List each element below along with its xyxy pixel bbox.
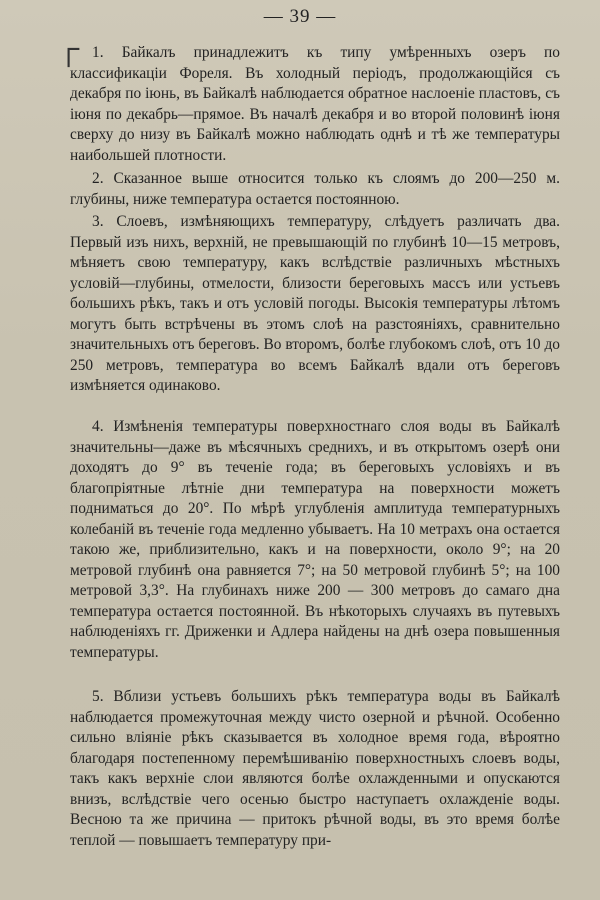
paragraph-5: 5. Вблизи устьевъ большихъ рѣкъ температура воды въ Байкалѣ наблюдается промежуточная между чисто озерной и рѣчной. Особенно сильно вліяніе рѣкъ сказывается въ холодное время года, вѣроятно благодаря постепенному перемѣшиванію поверхностныхъ слоевъ воды, такъ какъ верхніе слои являются болѣе охлажденными и опускаются внизъ, вслѣдствіе чего осенью быстро наступаетъ охлажденіе воды. Весною та же причина — притокъ рѣчной воды, въ это время болѣе теплой — повышаетъ температуру при- [70, 688, 560, 849]
paragraph-2: 2. Сказанное выше относится только къ слоямъ до 200—250 м. глубины, ниже температура остается постоянною. [70, 170, 560, 208]
paragraph-3: 3. Слоевъ, измѣняющихъ температуру, слѣдуетъ различать два. Первый изъ нихъ, верхній, не превышающій по глубинѣ 10—15 метровъ, мѣняетъ свою температуру, какъ вслѣдствіе различныхъ мѣстныхъ условій—глубины, отмелости, близости береговыхъ массъ или устьевъ большихъ рѣкъ, такъ и отъ условій погоды. Высокія температуры лѣтомъ могутъ быть встрѣчены въ этомъ слоѣ на разстояніяхъ, сравнительно значительныхъ отъ береговъ. Во второмъ, болѣе глубокомъ слоѣ, отъ 10 до 250 метровъ, температура во всемъ Байкалѣ вдали отъ береговъ измѣняется одинаково. [70, 213, 560, 394]
page-number: — 39 — [263, 6, 337, 27]
bracket-mark-icon: ┌ [58, 32, 80, 65]
paragraph-1: 1. Байкалъ принадлежитъ къ типу умѣренныхъ озеръ по классификаціи Фореля. Въ холодный періодъ, продолжающійся съ декабря по іюнь, въ Байкалѣ наблюдается обратное наслоеніе пластовъ, съ іюня по декабрь—прямое. Въ началѣ декабря и во второй половинѣ іюня сверху до низу въ Байкалѣ можно наблюдать однѣ и тѣ же температуры наибольшей плотности. [70, 44, 560, 164]
paragraph-4: 4. Измѣненія температуры поверхностнаго слоя воды въ Байкалѣ значительны—даже въ мѣсячныхъ среднихъ, и въ открытомъ озерѣ они доходятъ до 9° въ теченіе года; въ береговыхъ условіяхъ и въ благопріятные лѣтніе дни температура на поверхности можетъ подниматься до 20°. По мѣрѣ углубленія амплитуда температурныхъ колебаній въ теченіе года медленно убываетъ. На 10 метрахъ она остается такою же, приблизительно, какъ и на поверхности, около 9°; на 20 метровой глубинѣ она равняется 7°; на 50 метровой глубинѣ 5°; на 100 метровой 3,3°. На глубинахъ ниже 200 — 300 метровъ до самаго дна температура остается постоянной. Въ нѣкоторыхъ случаяхъ въ путевыхъ наблюденіяхъ гг. Дриженки и Адлера найдены на днѣ озера повышенныя температуры. [70, 418, 560, 661]
